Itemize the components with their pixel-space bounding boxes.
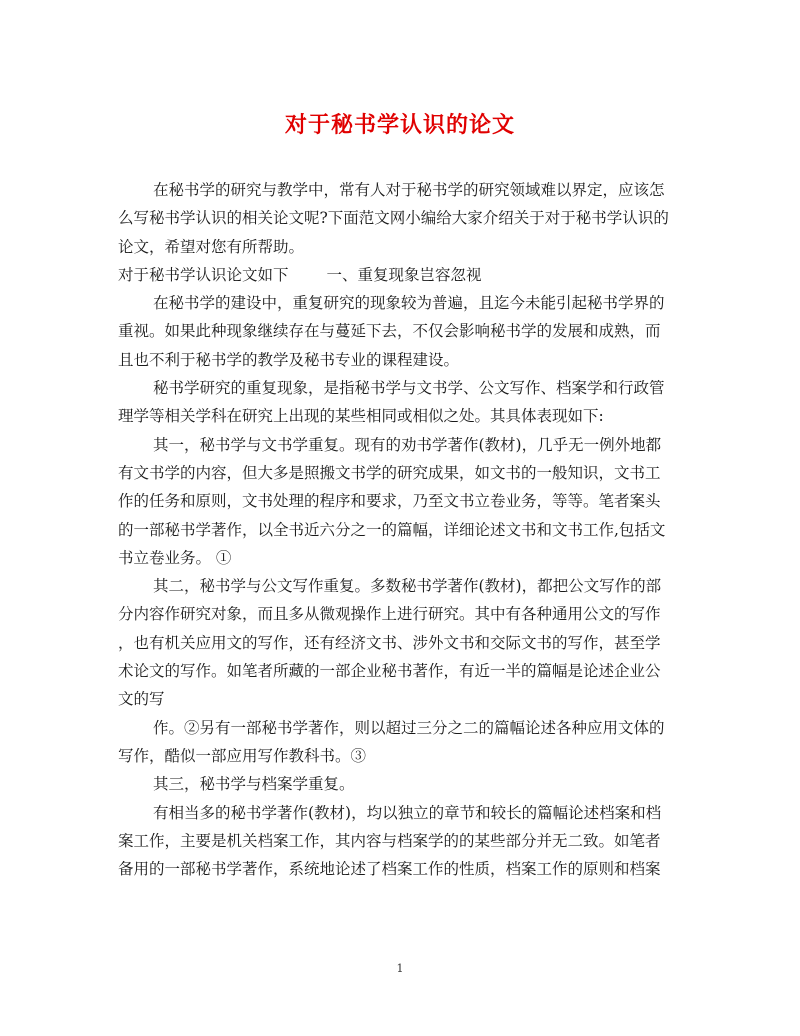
body-line: 论文，希望对您有所帮助。 (118, 237, 305, 256)
body-line: 其一，秘书学与文书学重复。现有的劝书学著作(教材)，几乎无一例外地都 (153, 435, 662, 454)
body-line: 在秘书学的建设中，重复研究的现象较为普遍，且迄今未能引起秘书学界的 (153, 294, 665, 313)
body-line: 分内容作研究对象，而且多从微观操作上进行研究。其中有各种通用公文的写作 (118, 605, 661, 624)
body-line: 书立卷业务。 ① (118, 548, 232, 567)
body-line: 理学等相关学科在研究上出现的某些相同或相似之处。其具体表现如下: (118, 407, 604, 426)
body-line: 写作，酷似一部应用写作教科书。③ (118, 746, 367, 765)
intro-label: 对于秘书学认识论文如下 (118, 265, 289, 284)
body-line: 在秘书学的研究与教学中，常有人对于秘书学的研究领域难以界定，应该怎 (153, 181, 665, 199)
body-line: 有相当多的秘书学著作(教材)，均以独立的章节和较长的篇幅论述档案和档 (153, 803, 662, 822)
document-title: 对于秘书学认识的论文 (284, 112, 515, 138)
body-line: 作。②另有一部秘书学著作，则以超过三分之二的篇幅论述各种应用文体的 (153, 718, 665, 737)
section-heading: 一、重复现象岂容忽视 (326, 265, 482, 284)
document-body (118, 176, 688, 883)
body-line: 的一部秘书学著作，以全书近六分之一的篇幅，详细论述文书和文书工作,包括文 (118, 520, 666, 539)
body-line: 么写秘书学认识的相关论文呢?下面范文网小编给大家介绍关于对于秘书学认识的 (118, 209, 669, 228)
body-line: 作的任务和原则，文书处理的程序和要求，乃至文书立卷业务，等等。笔者案头 (118, 492, 661, 511)
body-line: 备用的一部秘书学著作，系统地论述了档案工作的性质，档案工作的原则和档案 (118, 860, 661, 879)
body-line: 其二，秘书学与公文写作重复。多数秘书学著作(教材)，都把公文写作的部 (153, 577, 662, 596)
body-line: 案工作，主要是机关档案工作，其内容与档案学的的某些部分并无二致。如笔者 (118, 831, 661, 850)
page-number: 1 (396, 962, 404, 975)
body-line: 重视。如果此种现象继续存在与蔓延下去，不仅会影响秘书学的发展和成熟，而 (118, 322, 661, 341)
body-line: 且也不利于秘书学的教学及秘书专业的课程建设。 (118, 350, 460, 369)
body-line: 有文书学的内容，但大多是照搬文书学的研究成果，如文书的一般知识，文书工 (118, 463, 661, 482)
body-line: 其三，秘书学与档案学重复。 (153, 775, 355, 794)
body-line: 秘书学研究的重复现象，是指秘书学与文书学、公文写作、档案学和行政管 (153, 379, 665, 398)
body-line: ，也有机关应用文的写作，还有经济文书、涉外文书和交际文书的写作，甚至学 (118, 633, 661, 652)
body-line: 术论文的写作。如笔者所藏的一部企业秘书著作，有近一半的篇幅是论述企业公 (118, 662, 661, 681)
body-line-heading (118, 261, 688, 289)
body-line: 文的写 (118, 690, 165, 709)
